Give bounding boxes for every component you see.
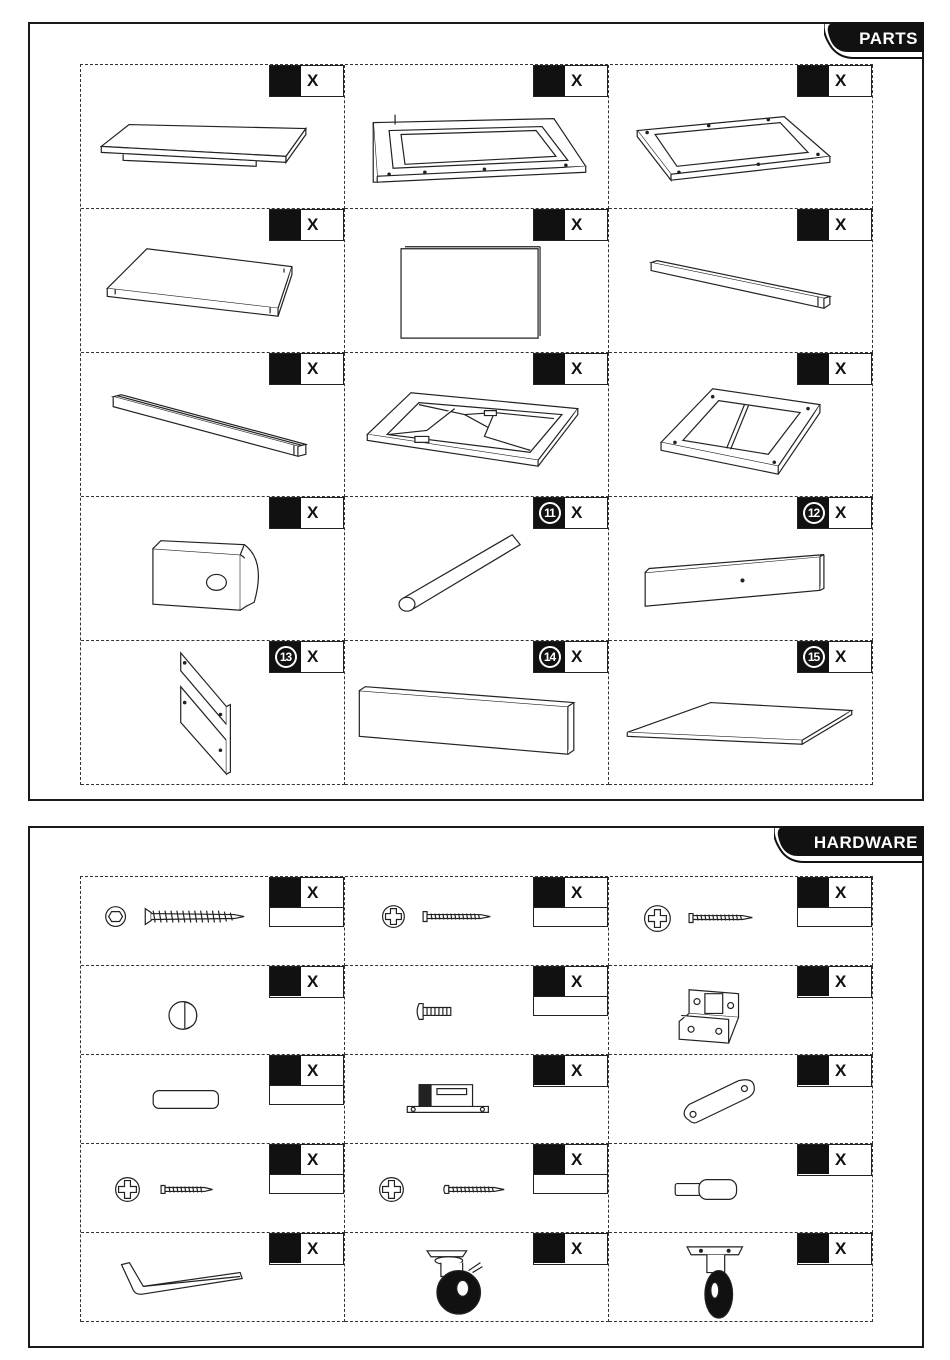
hardware-cell [345, 877, 609, 966]
hardware-cell [345, 1144, 609, 1233]
part-cell [81, 209, 345, 353]
parts-section [28, 22, 924, 801]
quantity-mark: X [307, 1150, 319, 1169]
parts-title: PARTS [859, 29, 918, 48]
hardware-cell [345, 966, 609, 1055]
quantity-mark: X [307, 359, 319, 378]
part-cell [609, 641, 873, 785]
part-cell [345, 209, 609, 353]
hardware-cell [81, 1055, 345, 1144]
quantity-mark: X [307, 1061, 319, 1080]
connector-plate-icon [609, 1055, 872, 1143]
hardware-section [28, 826, 924, 1348]
hardware-cell [345, 1233, 609, 1322]
quantity-mark: X [571, 1150, 583, 1169]
part-cell [609, 353, 873, 497]
swivel-caster-icon [345, 1233, 608, 1321]
quantity-mark: X [571, 215, 583, 234]
part-number-badge: 15 [798, 642, 829, 672]
quantity-mark: X [571, 503, 583, 522]
hardware-cell [81, 966, 345, 1055]
quantity-mark: X [307, 883, 319, 902]
drawer-side-icon [81, 641, 344, 784]
quantity-mark: X [835, 972, 847, 991]
hardware-cell [609, 1055, 873, 1144]
rounded-block-icon [81, 497, 344, 640]
quantity-mark: X [835, 647, 847, 666]
part-cell [345, 497, 609, 641]
quantity-mark: X [835, 1150, 847, 1169]
part-cell [609, 65, 873, 209]
shelf-panel-icon [81, 209, 344, 352]
lattice-frame-icon [345, 353, 608, 496]
machine-screw-icon [345, 966, 608, 1054]
door-frame-icon [345, 65, 608, 208]
hardware-cell [609, 1144, 873, 1233]
part-number-badge: 11 [534, 498, 565, 528]
hardware-cell [609, 877, 873, 966]
phillips-screw-icon [345, 1144, 608, 1232]
quantity-mark: X [835, 1239, 847, 1258]
wooden-dowel-icon [81, 1055, 344, 1143]
hardware-cell [81, 1233, 345, 1322]
quantity-mark: X [307, 972, 319, 991]
part-number-badge: 12 [798, 498, 829, 528]
part-cell [609, 209, 873, 353]
grooved-rail-icon [81, 353, 344, 496]
quantity-mark: X [571, 71, 583, 90]
quantity-mark: X [835, 359, 847, 378]
part-cell [345, 65, 609, 209]
quantity-mark: X [307, 215, 319, 234]
quantity-mark: X [835, 71, 847, 90]
drawer-bottom-icon [609, 641, 872, 784]
hardware-cell [81, 877, 345, 966]
hardware-title: HARDWARE [813, 833, 918, 852]
hinge-icon [609, 966, 872, 1054]
hardware-cell [609, 1233, 873, 1322]
frame-panel-icon [609, 65, 872, 208]
quantity-mark: X [307, 503, 319, 522]
knob-icon [81, 966, 344, 1054]
quantity-mark: X [307, 71, 319, 90]
hardware-cell [81, 1144, 345, 1233]
drawer-front-icon [609, 497, 872, 640]
dowel-rod-icon [345, 497, 608, 640]
drawer-back-icon [345, 641, 608, 784]
part-cell [81, 641, 345, 785]
hardware-grid [80, 876, 873, 1322]
quantity-mark: X [307, 1239, 319, 1258]
part-cell [609, 497, 873, 641]
part-cell [81, 353, 345, 497]
quantity-mark: X [571, 359, 583, 378]
quantity-mark: X [571, 972, 583, 991]
shelf-pin-icon [609, 1144, 872, 1232]
quantity-mark: X [307, 647, 319, 666]
quantity-mark: X [571, 883, 583, 902]
fixed-caster-icon [609, 1233, 872, 1321]
hardware-cell [345, 1055, 609, 1144]
phillips-screw-icon [345, 877, 608, 965]
part-cell [345, 353, 609, 497]
rail-icon [609, 209, 872, 352]
back-panel-icon [345, 209, 608, 352]
hardware-tab [774, 826, 924, 864]
hardware-cell [609, 966, 873, 1055]
long-wood-screw-icon [81, 877, 344, 965]
phillips-screw-icon [81, 1144, 344, 1232]
quantity-mark: X [571, 1061, 583, 1080]
base-frame-icon [609, 353, 872, 496]
part-cell [81, 497, 345, 641]
part-cell [345, 641, 609, 785]
parts-grid [80, 64, 873, 785]
part-number-badge: 14 [534, 642, 565, 672]
part-number-badge: 13 [270, 642, 301, 672]
magnetic-catch-icon [345, 1055, 608, 1143]
tabletop-panel-icon [81, 65, 344, 208]
quantity-mark: X [835, 215, 847, 234]
part-cell [81, 65, 345, 209]
parts-tab [824, 22, 924, 60]
quantity-mark: X [835, 883, 847, 902]
quantity-mark: X [835, 1061, 847, 1080]
quantity-mark: X [571, 1239, 583, 1258]
quantity-mark: X [571, 647, 583, 666]
quantity-mark: X [835, 503, 847, 522]
phillips-screw-icon [609, 877, 872, 965]
allen-key-icon [81, 1233, 344, 1321]
